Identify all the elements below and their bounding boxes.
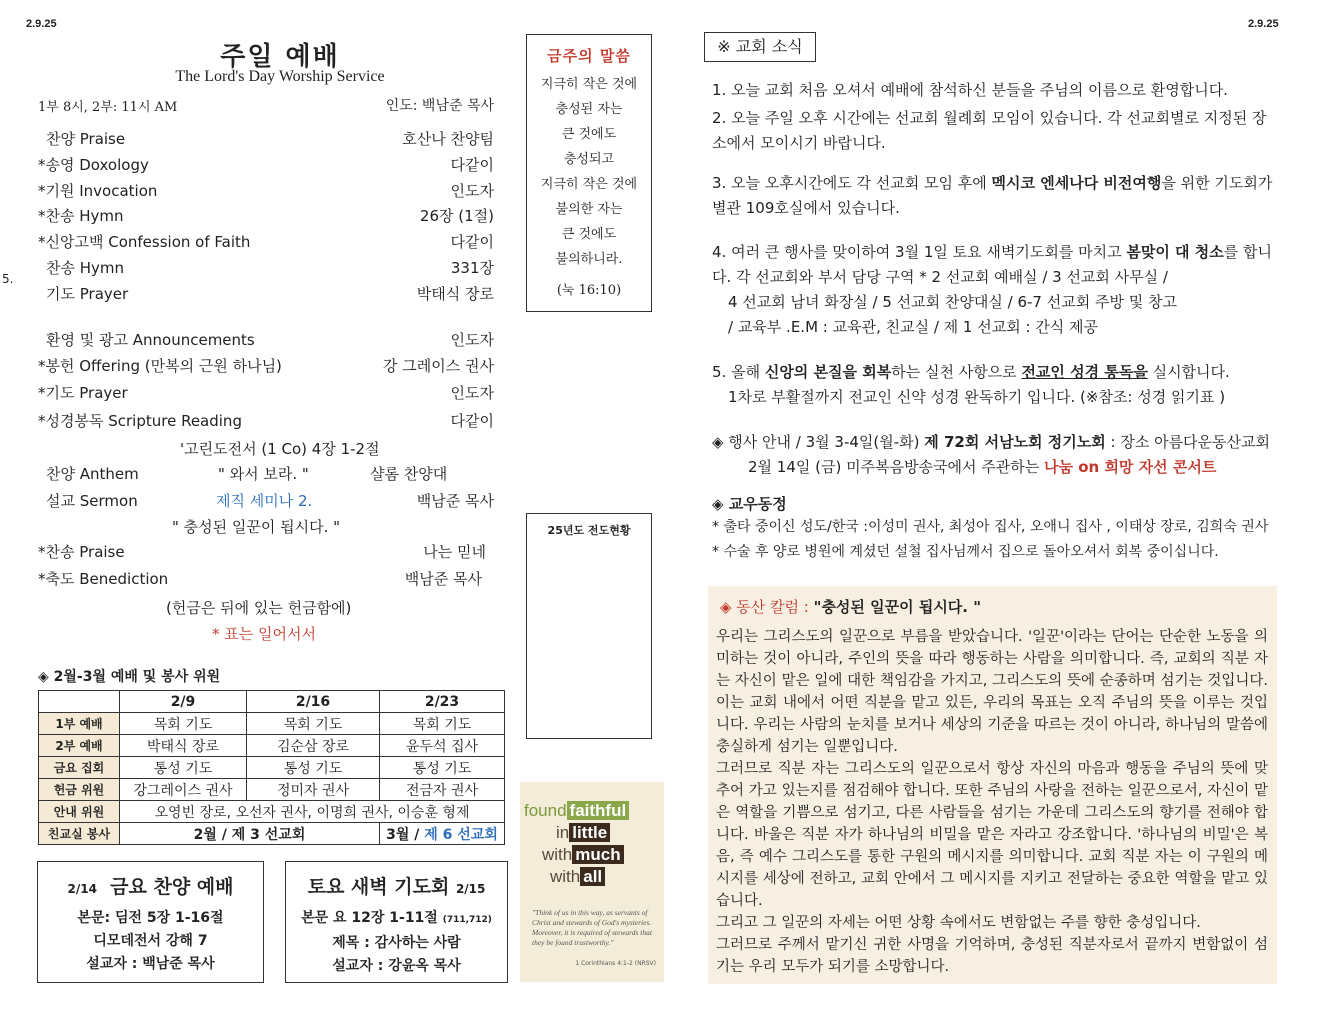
duty-cafe-feb: 2월 / 제 3 선교회	[120, 823, 380, 845]
news-item-4: 4. 여러 큰 행사를 맞이하여 3월 1일 토요 새벽기도회를 마치고 봄맞이 대 청소를 합니다. 각 선교회와 부서 담당 구역 * 2 선교회 예배실 / 3 선교회 사무실 /	[712, 243, 1272, 286]
service-item-value: 331장	[450, 259, 494, 277]
duty-table	[38, 690, 505, 845]
service-item	[38, 128, 494, 150]
service-item-value: 박태식 장로	[416, 285, 494, 303]
service-item-label: 찬송 Hymn	[46, 259, 125, 277]
weekly-verse-text	[527, 72, 651, 303]
duty-row-label: 헌금 위원	[39, 779, 120, 801]
duty-cell: 정미자 권사	[247, 779, 380, 801]
service-item-label: *봉헌 Offering (만복의 근원 하나님)	[38, 357, 282, 375]
worship-leader: 인도: 백남준 목사	[385, 98, 494, 114]
fellowship-title: ◈ 교우동정	[712, 495, 787, 513]
anthem-label: 찬양 Anthem	[46, 465, 139, 483]
duty-date: 2/23	[380, 691, 505, 713]
friday-preacher: 설교자 : 백남준 목사	[86, 956, 215, 972]
friday-service-box	[37, 861, 264, 983]
duty-cell: 김순삼 장로	[247, 735, 380, 757]
service-item-value: 인도자	[450, 182, 494, 200]
column-heading: ◈ 동산 칼럼 : "충성된 일꾼이 됩시다. "	[720, 598, 982, 616]
service-item-label: *신앙고백 Confession of Faith	[38, 233, 251, 251]
fellowship-item-2: * 수술 후 양로 병원에 계셨던 설철 집사님께서 집으로 돌아오셔서 회복 중이십니다.	[712, 544, 1219, 560]
service-item	[38, 257, 494, 279]
service-item-value: 인도자	[450, 384, 494, 402]
service-item	[38, 205, 494, 227]
service-item-label: 기도 Prayer	[46, 285, 129, 303]
service-item	[38, 410, 494, 432]
benediction-row	[38, 568, 494, 590]
duty-usher-row	[39, 801, 505, 823]
faithful-quote: "Think of us in this way, as servants of Christ and stewards of God's mysteries. Moreover, it is required of stewards that they be found trustworthy."	[532, 908, 652, 947]
duty-row-label: 2부 예배	[39, 735, 120, 757]
service-item-value: 강 그레이스 권사	[383, 357, 494, 375]
news-event-1: ◈ 행사 안내 / 3월 3-4일(월-화) 제 72회 서남노회 정기노회 : 장소 아름다운동산교회	[712, 433, 1270, 451]
worship-title: 주일 예배	[220, 42, 340, 72]
service-item-value: 호산나 찬양팀	[402, 130, 494, 148]
verse-line: 불의하니라.	[555, 252, 623, 267]
anthem-title: " 와서 보라. "	[218, 465, 309, 483]
duty-date: 2/9	[120, 691, 247, 713]
duty-cafe-mar: 3월 / 제 6 선교회	[380, 823, 505, 845]
news-item-4-cont2: / 교육부 .E.M : 교육관, 친교실 / 제 1 선교회 : 간식 제공	[728, 318, 1099, 336]
duty-cell: 전금자 권사	[380, 779, 505, 801]
duty-header-row	[39, 691, 505, 713]
duty-cell: 목회 기도	[247, 713, 380, 735]
service-item-value: 다같이	[450, 156, 494, 174]
verse-line: 큰 것에도	[561, 227, 617, 242]
weekly-verse-box	[526, 34, 652, 312]
sermon-row	[38, 490, 494, 512]
saturday-preacher: 설교자 : 강윤옥 목사	[332, 958, 461, 974]
news-item-5: 5. 올해 신앙의 본질을 회복하는 실천 사항으로 전교인 성경 통독을 실시합니다.	[712, 363, 1230, 381]
column-paragraph: 그러므로 주께서 맡기신 귀한 사명을 기억하며, 충성된 직분자로서 끝까지 변함없이 섬기는 우리 모두가 되기를 소망합니다.	[716, 937, 1268, 975]
saturday-date: 2/15	[455, 882, 486, 896]
duty-date: 2/16	[247, 691, 380, 713]
duty-corner	[39, 691, 120, 713]
duty-row-label: 금요 집회	[39, 757, 120, 779]
service-item-value: 26장 (1절)	[419, 207, 494, 225]
verse-line: 지극히 작은 것에	[540, 77, 638, 92]
news-item-2: 2. 오늘 주일 오후 시간에는 선교회 월례회 모임이 있습니다. 각 선교회별로 지정된 장소에서 모이시기 바랍니다.	[712, 109, 1267, 152]
service-item-value: 인도자	[450, 331, 494, 349]
duty-row	[39, 779, 505, 801]
service-item-label: *기도 Prayer	[38, 384, 128, 402]
scripture-reference: '고린도전서 (1 Co) 4장 1-2절	[180, 440, 380, 458]
duty-cell: 목회 기도	[380, 713, 505, 735]
benediction-value: 백남준 목사	[404, 570, 482, 588]
column-paragraph: 우리는 그리스도의 일꾼으로 부름을 받았습니다. '일꾼'이라는 단어는 단순한 노동을 의미하는 것이 아니라, 주인의 뜻을 따라 행동하는 사람을 의미합니다. 즉, 교회의 직분 자는 자신이 맡은 일에 대한 책임감을 가지고, 그리스도의 뜻에 순종하며 섬기는 것입니다. 이는 교회 내에서 어떤 직분을 맡고 있든, 우리의 목표는 오직 주님의 뜻을 이루는 것입니다. 우리는 사람의 눈치를 보거나 세상의 기준을 따르는 것이 아니라, 하나님의 말씀에 충실하게 섬기는 일뿐입니다.	[716, 629, 1268, 755]
friday-series: 디모데전서 강해 7	[93, 933, 208, 949]
duty-cafe-row	[39, 823, 505, 845]
duty-cell: 윤두석 집사	[380, 735, 505, 757]
service-item-value: 다같이	[450, 412, 494, 430]
sermon-label: 설교 Sermon	[46, 492, 138, 510]
closing-hymn-row	[38, 541, 494, 563]
page-mark: 5.	[2, 272, 14, 286]
saturday-theme: 제목 : 감사하는 사람	[332, 935, 461, 951]
friday-service-heading	[38, 872, 263, 899]
duty-cell: 목회 기도	[120, 713, 247, 735]
friday-title: 금요 찬양 예배	[110, 876, 234, 898]
service-item	[38, 283, 494, 305]
duty-cell: 통성 기도	[120, 757, 247, 779]
service-item	[38, 329, 494, 351]
duty-row	[39, 713, 505, 735]
column-body	[716, 626, 1268, 978]
verse-line: 충성되고	[563, 152, 615, 167]
service-item	[38, 355, 494, 377]
saturday-heading	[286, 872, 507, 899]
closing-hymn-value: 나는 믿네	[423, 543, 486, 561]
faithful-card-image: found faithful in little with much with all "Think of us in this way, as servants of Christ and stewards of God's mysteries. Moreover, it is required of stewards that they be found trustworthy." 1 Corinthians 4:1-2 (NRSV)	[520, 782, 664, 982]
duty-row	[39, 757, 505, 779]
service-item	[38, 382, 494, 404]
friday-text: 본문: 딤전 5장 1-16절	[77, 910, 224, 926]
worship-subtitle: The Lord's Day Worship Service	[175, 68, 385, 85]
faithful-ref: 1 Corinthians 4:1-2 (NRSV)	[575, 960, 656, 967]
sermon-preacher: 백남준 목사	[416, 492, 494, 510]
duty-row-label: 안내 위원	[39, 801, 120, 823]
column-paragraph: 그리고 그 일꾼의 자세는 어떤 상황 속에서도 변함없는 주를 향한 충성입니다.	[716, 915, 1201, 931]
news-item-1: 1. 오늘 교회 처음 오셔서 예배에 참석하신 분들을 주님의 이름으로 환영합니다.	[712, 81, 1228, 99]
date-right: 2.9.25	[1248, 18, 1279, 30]
weekly-verse-title: 금주의 말씀	[547, 47, 631, 65]
column-paragraph: 그러므로 직분 자는 그리스도의 일꾼으로서 항상 자신의 마음과 행동을 주님의 뜻에 맞추어 가고 있는지를 점검해야 합니다. 또한 주님의 사랑을 전하는 일꾼으로서, 자신이 맡은 역할을 기쁨으로 섬기고, 다른 사람들을 섬기는 가운데 그리스도의 향기를 전해야 합니다. 바울은 직분 자가 하나님의 비밀을 맡은 자라고 강조합니다. '하나님의 비밀'은 복음, 즉 예수 그리스도를 통한 구원의 메시지를 의미합니다. 교회 직분 자는 이 구원의 메시지를 세상에 전하고, 교회 안에서 그 메시지를 지키고 전달하는 중요한 역할을 맡고 있습니다.	[716, 761, 1268, 909]
fellowship-item-1: * 출타 중이신 성도/한국 :이성미 권사, 최성아 집사, 오애니 집사 , 이태상 장로, 김희숙 권사	[712, 519, 1269, 535]
duty-cell: 박태식 장로	[120, 735, 247, 757]
service-item-label: *송영 Doxology	[38, 156, 149, 174]
saturday-text: 본문 요 12장 1-11절 (711,712)	[301, 910, 492, 926]
duty-row-label: 1부 예배	[39, 713, 120, 735]
verse-line: (눅 16:10)	[556, 283, 622, 298]
service-item	[38, 180, 494, 202]
service-item	[38, 231, 494, 253]
verse-line: 지극히 작은 것에	[540, 177, 638, 192]
mission-status-title: 25년도 전도현황	[547, 524, 631, 537]
closing-hymn-label: *찬송 Praise	[38, 543, 125, 561]
duty-row	[39, 735, 505, 757]
service-item-label: 찬양 Praise	[46, 130, 126, 148]
verse-line: 큰 것에도	[561, 127, 617, 142]
duty-cell: 통성 기도	[247, 757, 380, 779]
offering-note: (헌금은 뒤에 있는 헌금함에)	[166, 599, 352, 617]
news-title: ※ 교회 소식	[704, 32, 816, 62]
verse-line: 충성된 자는	[555, 102, 623, 117]
service-item-label: *찬송 Hymn	[38, 207, 124, 225]
service-item	[38, 154, 494, 176]
news-event-2: 2월 14일 (금) 미주복음방송국에서 주관하는 나눔 on 희망 자선 콘서트	[748, 458, 1217, 476]
service-item-label: *기원 Invocation	[38, 182, 158, 200]
duty-title: ◈ 2월-3월 예배 및 봉사 위원	[38, 669, 221, 685]
stand-note: * 표는 일어서서	[212, 625, 316, 643]
anthem-row	[38, 463, 494, 485]
pastor-column	[708, 586, 1277, 984]
service-item-label: *성경봉독 Scripture Reading	[38, 412, 242, 430]
mission-status-box	[526, 513, 652, 739]
saturday-prayer-box	[285, 861, 508, 983]
saturday-title: 토요 새벽 기도회	[307, 876, 450, 898]
duty-cell: 강그레이스 권사	[120, 779, 247, 801]
verse-line: 불의한 자는	[555, 202, 623, 217]
news-item-5-cont: 1차로 부활절까지 전교인 신약 성경 완독하기 입니다. (※참조: 성경 읽기표 )	[728, 388, 1226, 406]
anthem-choir: 샬롬 찬양대	[370, 465, 448, 483]
service-item-value: 다같이	[450, 233, 494, 251]
date-left: 2.9.25	[26, 18, 57, 30]
service-item-label: 환영 및 광고 Announcements	[46, 331, 255, 349]
sermon-series: 제직 세미나 2.	[216, 492, 313, 510]
news-item-4-cont: 4 선교회 남녀 화장실 / 5 선교회 찬양대실 / 6-7 선교회 주방 및 창고	[728, 293, 1177, 311]
benediction-label: *축도 Benediction	[38, 570, 169, 588]
duty-usher-value: 오영빈 장로, 오선자 권사, 이명희 권사, 이승훈 형제	[120, 801, 505, 823]
duty-cell: 통성 기도	[380, 757, 505, 779]
friday-date: 2/14	[67, 882, 97, 896]
sermon-title: " 충성된 일꾼이 됩시다. "	[172, 518, 341, 536]
worship-time: 1부 8시, 2부: 11시 AM	[38, 100, 178, 115]
news-item-3: 3. 오늘 오후시간에도 각 선교회 모임 후에 멕시코 엔세나다 비전여행을 위한 기도회가 별관 109호실에서 있습니다.	[712, 174, 1273, 217]
duty-row-label: 친교실 봉사	[39, 823, 120, 845]
